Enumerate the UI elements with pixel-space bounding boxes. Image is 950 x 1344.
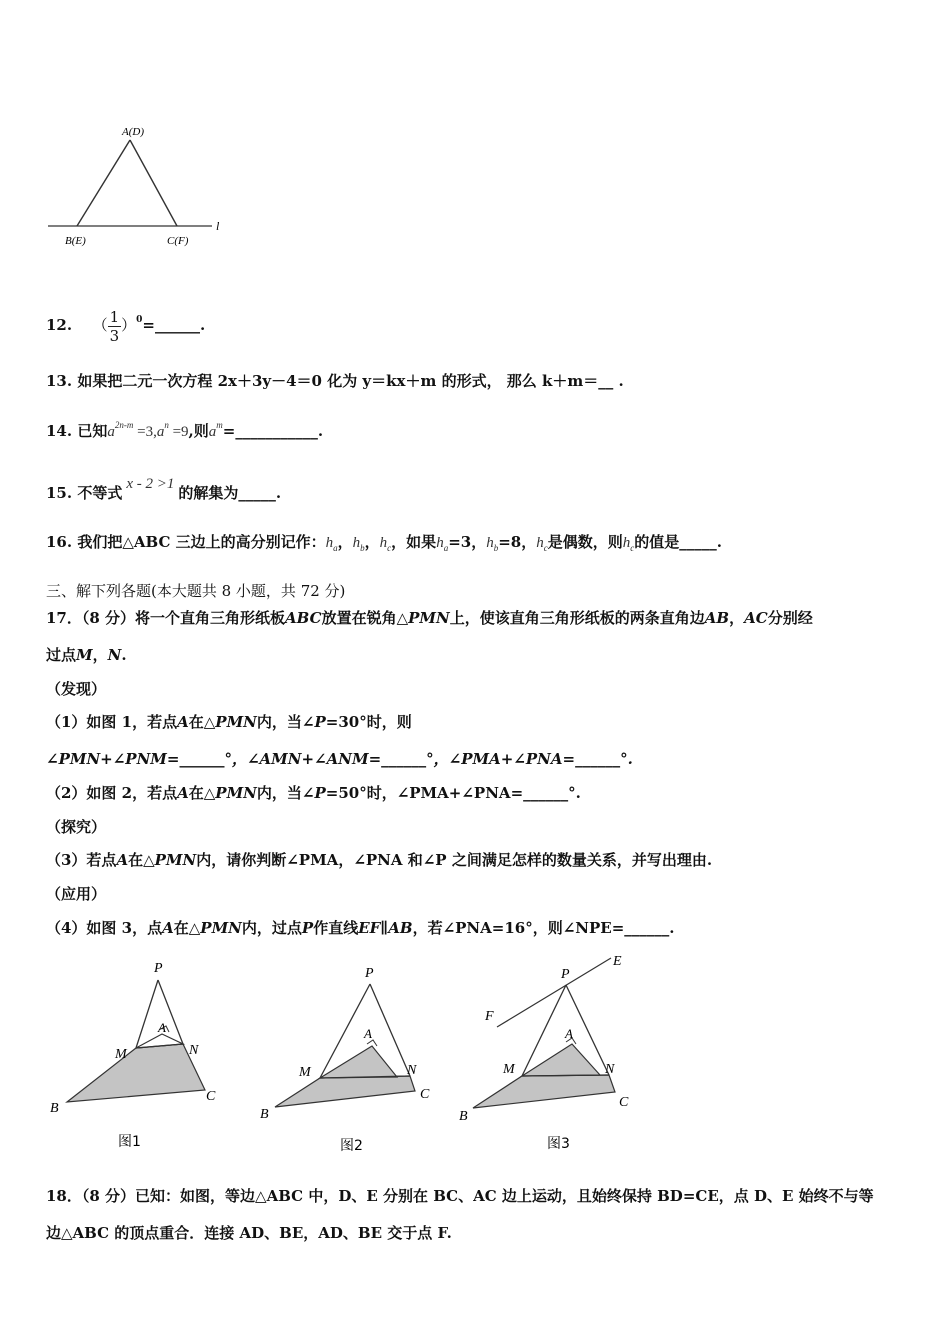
q16-hc: $h_c$ bbox=[379, 535, 392, 553]
q16-comma1: ， bbox=[337, 533, 353, 551]
fig1-caption: 图1 bbox=[118, 1134, 141, 1150]
fig1-label-n: N bbox=[189, 1043, 199, 1058]
q14-exp1: 2n-m bbox=[114, 420, 134, 430]
q15-tail: 的解集为_____. bbox=[178, 484, 282, 502]
q17-p1-b: 在△ bbox=[188, 713, 216, 731]
q16-even: 是偶数，则 bbox=[547, 533, 623, 551]
q18-line2: 边△ABC 的顶点重合．连接 AD、BE，AD、BE 交于点 F. bbox=[46, 1224, 452, 1242]
q17-n: N bbox=[107, 646, 122, 664]
q17-p2-c: 内，当∠ bbox=[256, 784, 315, 802]
q16-eq3: =3， bbox=[448, 533, 487, 551]
q16-hb2: $h_b$ bbox=[486, 535, 499, 553]
figure-1 bbox=[40, 952, 240, 1157]
fig2-label-m: M bbox=[299, 1065, 311, 1080]
q16-eq8: =8， bbox=[498, 533, 537, 551]
fig3-label-e: E bbox=[613, 954, 622, 969]
fig2-label-p: P bbox=[365, 966, 374, 981]
figure-3 bbox=[455, 948, 665, 1160]
q17-p1-c: 内，当∠ bbox=[256, 713, 315, 731]
q14-a3: a bbox=[208, 424, 217, 440]
question-14 bbox=[46, 412, 323, 445]
q17-p4-A: A bbox=[162, 919, 174, 937]
q17-line1-d: 分别经 bbox=[767, 609, 813, 627]
q17-p4-d: 作直线 bbox=[313, 919, 359, 937]
q17-p2-b: 在△ bbox=[188, 784, 216, 802]
q17-part1-line2: ∠PMN+∠PNM=______°，∠AMN+∠ANM=______°，∠PMA+∠PNA=______°. bbox=[46, 750, 633, 768]
fig2-caption: 图2 bbox=[340, 1138, 363, 1154]
q12-close: ） bbox=[121, 316, 137, 334]
q17-apply-heading: （应用） bbox=[46, 885, 107, 903]
fig2-label-c: C bbox=[420, 1087, 430, 1102]
q16-pre: 我们把△ABC 三边上的高分别记作： bbox=[77, 533, 326, 551]
fig1-label-m: M bbox=[115, 1047, 127, 1062]
question-12 bbox=[46, 288, 205, 357]
figure-2 bbox=[252, 952, 452, 1162]
fig3-label-c: C bbox=[619, 1095, 629, 1110]
q14-mid2: =9 bbox=[172, 424, 189, 440]
q17-m: M bbox=[76, 646, 93, 664]
q14-exp2: n bbox=[164, 420, 169, 430]
fig3-label-b: B bbox=[459, 1109, 468, 1124]
label-b-e: B(E) bbox=[65, 235, 86, 247]
question-16 bbox=[46, 522, 722, 568]
q18-line1: 18．（8 分）已知：如图，等边△ABC 中，D、E 分别在 BC、AC 边上运动，且始终保持 BD=CE，点 D、E 始终不与等 bbox=[46, 1187, 874, 1205]
q15-number: 15. bbox=[46, 484, 73, 502]
q17-p2-pmn: PMN bbox=[215, 784, 257, 802]
fig3-label-a: A bbox=[565, 1026, 573, 1041]
q16-comma2: ， bbox=[364, 533, 380, 551]
q17-p2-a: （2）如图 2，若点 bbox=[46, 784, 178, 802]
fig3-label-m: M bbox=[503, 1062, 515, 1077]
q17-p4-pmn: PMN bbox=[200, 919, 242, 937]
fig1-label-a: A bbox=[158, 1020, 166, 1035]
q17-line2 bbox=[46, 644, 127, 665]
q17-p4-ef: EF∥AB bbox=[358, 919, 413, 937]
q17-explore-heading: （探究） bbox=[46, 818, 107, 836]
q14-a1: a bbox=[107, 424, 115, 440]
label-c-f: C(F) bbox=[167, 235, 189, 247]
q17-p1-A: A bbox=[177, 713, 189, 731]
q16-tail: 的值是_____. bbox=[634, 533, 722, 551]
q17-p1-pmn: PMN bbox=[215, 713, 257, 731]
q12-number: 12. bbox=[46, 316, 73, 334]
q16-hb: $h_b$ bbox=[352, 535, 365, 553]
fig2-label-b: B bbox=[260, 1107, 269, 1122]
q14-exp3: m bbox=[216, 420, 223, 430]
q17-ab: AB bbox=[704, 609, 730, 627]
q17-line1-c: 上，使该直角三角形纸板的两条直角边 bbox=[449, 609, 705, 627]
fig3-label-n: N bbox=[605, 1062, 615, 1077]
q17-p4-b: 在△ bbox=[173, 919, 201, 937]
q17-p3-a: （3）若点 bbox=[46, 851, 117, 869]
q17-discover-heading: （发现） bbox=[46, 680, 107, 698]
fig3-caption: 图3 bbox=[547, 1136, 570, 1152]
q17-line1-b: 放置在锐角△ bbox=[321, 609, 409, 627]
fig3-label-p: P bbox=[561, 967, 570, 982]
q17-p4-c: 内，过点 bbox=[241, 919, 302, 937]
q16-ha2: $h_a$ bbox=[436, 535, 449, 553]
q15-pre: 不等式 bbox=[77, 484, 123, 502]
q12-exponent: 0 bbox=[136, 315, 143, 325]
q13-number: 13. bbox=[46, 372, 73, 390]
q17-part2 bbox=[46, 782, 581, 803]
fig3-label-f: F bbox=[485, 1009, 494, 1024]
q17-p4-e: ，若∠PNA=16°，则∠NPE=______. bbox=[412, 919, 675, 937]
q17-ac: AC bbox=[744, 609, 768, 627]
q17-p1-P: P bbox=[314, 713, 326, 731]
q13-text: 如果把二元一次方程 2x＋3y－4＝0 化为 y＝kx＋m 的形式， 那么 k＋m＝__ . bbox=[77, 372, 624, 390]
q17-p1-a: （1）如图 1，若点 bbox=[46, 713, 178, 731]
q16-if: ，如果 bbox=[391, 533, 437, 551]
q14-pre: 已知 bbox=[77, 422, 108, 440]
q12-frac-den: 3 bbox=[109, 326, 120, 345]
q17-p2-A: A bbox=[177, 784, 189, 802]
q17-p1-d: =30°时，则 bbox=[325, 713, 412, 731]
section-3-heading: 三、解下列各题(本大题共 8 小题，共 72 分) bbox=[46, 582, 346, 600]
q14-mid1: =3, bbox=[137, 424, 157, 440]
q12-frac-num: 1 bbox=[109, 307, 120, 326]
question-13 bbox=[46, 370, 624, 391]
label-l: l bbox=[216, 219, 220, 233]
fig2-label-a: A bbox=[364, 1026, 372, 1041]
q12-open: （ bbox=[92, 316, 108, 334]
q17-pmn: PMN bbox=[408, 609, 450, 627]
q16-hc3: $h_c$ bbox=[622, 535, 635, 553]
q17-abc: ABC bbox=[285, 609, 322, 627]
q17-period: . bbox=[121, 646, 127, 664]
q14-number: 14. bbox=[46, 422, 73, 440]
q14-post: ,则 bbox=[188, 422, 209, 440]
q17-p4-a: （4）如图 3，点 bbox=[46, 919, 163, 937]
fig2-label-n: N bbox=[407, 1063, 417, 1078]
q17-part4 bbox=[46, 917, 674, 938]
q17-line1 bbox=[46, 607, 813, 628]
q17-p3-pmn: PMN bbox=[154, 851, 197, 869]
triangle-on-line-figure bbox=[40, 118, 240, 258]
q15-expr: x - 2 >1 bbox=[126, 476, 175, 492]
q17-p3-c: 内，请你判断∠PMA，∠PNA 和∠P 之间满足怎样的数量关系，并写出理由. bbox=[196, 851, 713, 869]
question-15 bbox=[46, 462, 281, 515]
q17-p2-P: P bbox=[314, 784, 326, 802]
q17-line1-a: 17．（8 分）将一个直角三角形纸板 bbox=[46, 609, 286, 627]
q14-a2: a bbox=[156, 424, 165, 440]
fig1-label-b: B bbox=[50, 1101, 59, 1116]
q17-sep2: ， bbox=[92, 646, 108, 664]
q17-line2-a: 过点 bbox=[46, 646, 77, 664]
q17-p4-P: P bbox=[301, 919, 314, 937]
fig1-label-c: C bbox=[206, 1089, 216, 1104]
q17-part3 bbox=[46, 849, 712, 870]
fig1-label-p: P bbox=[154, 961, 163, 976]
q17-sep1: ， bbox=[729, 609, 745, 627]
q14-tail: =___________. bbox=[222, 422, 324, 440]
label-a-d: A(D) bbox=[122, 126, 144, 138]
q17-p3-A: A bbox=[116, 851, 129, 869]
q17-p2-d: =50°时，∠PMA+∠PNA=______°. bbox=[325, 784, 581, 802]
q17-p3-b: 在△ bbox=[128, 851, 155, 869]
q16-ha: $h_a$ bbox=[325, 535, 338, 553]
q16-number: 16. bbox=[46, 533, 73, 551]
q12-tail: =______. bbox=[142, 316, 206, 334]
q16-hc2: $h_c$ bbox=[536, 535, 548, 553]
q17-part1-line1 bbox=[46, 711, 412, 732]
q12-fraction bbox=[108, 308, 122, 345]
